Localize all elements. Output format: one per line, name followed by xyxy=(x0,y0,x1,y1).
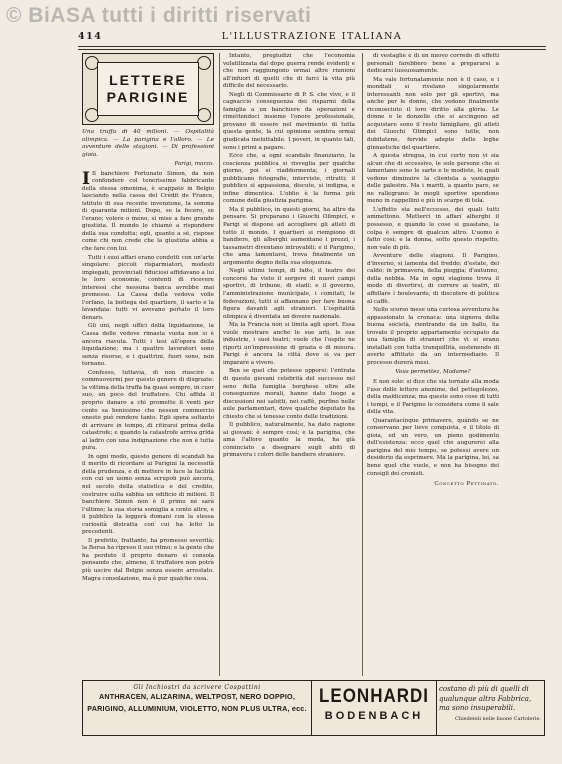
banner-title-line-2: PARIGINE xyxy=(106,89,190,105)
ad-fine-print: Chiedeteli nelle buone Cartolerie. xyxy=(455,715,541,722)
drop-cap: I xyxy=(82,168,90,189)
column-banner xyxy=(82,53,214,125)
article-paragraph: Ecco che, a ogni scandalo finanziario, la coscienza pubblica si risveglia per qualche giorno, poi si riaddormenta; i giornali pubblicano fotografie, interviste, ritratti; il pubblico si appassiona, discute, si indigna, e infine dimentica. L'oblio è la forma più comune della giustizia parigina. xyxy=(223,153,355,205)
section-subhead: Vous permettez, Madame? xyxy=(395,369,471,376)
knot-ornament-icon xyxy=(197,108,211,122)
article-paragraph: A questa stregua, in cui certo non vi sia alcun che di eccessivo, le sole persone che si lamentano sono le sarte e le modiste, le quali vedono diminuire la clientela a vantaggio delle palestre. Ma i mariti, a quanto pare, se ne rallegrano: le mogli sportive spendono meno in cappellini e più in scarpe di tela. xyxy=(367,153,499,205)
article-paragraph: In ogni modo, questo genere di scandali ha il merito di ricordare ai Parigini la necessità della prudenza, e di mettere in luce la facilità con cui un uomo senza scrupoli può ancora, nel secolo della statistica e del credito, costruire sulla sabbia un edificio di milioni. Il banchiere Simon non è il primo né sarà l'ultimo; la sua storia somiglia a cento altre, e il pubblico la leggerà domani con la stessa curiosità distratta con cui ha letto le precedenti. xyxy=(82,453,214,536)
journal-title: L'ILLUSTRAZIONE ITALIANA xyxy=(221,31,403,42)
article-paragraph: di vestaglie e di un nuovo corredo di effetti personali farebbero bene a prepararsi a dedicarsi lussuosamente. xyxy=(367,53,499,75)
ad-tagline: costano di più di quelli di qualunque altra Fabbrica, ma sono insuperabili. xyxy=(439,685,532,712)
dateline: Parigi, marzo. xyxy=(174,161,214,167)
article-paragraph: L'effetto sta nell'eccesso, dei quali tutti ammettono. Metterci in affari alberghi il possesso, e quando le cose si guastano, la colpa è sempre di qualcun altro. L'uomo è fatto così; e la donna, sotto questo rispetto, non vale di più. xyxy=(367,206,499,251)
banner-frame xyxy=(97,62,199,116)
author-signature: Concetto Pettinato. xyxy=(434,481,499,488)
paragraph-text: Il banchiere Fortunato Simon, da non confondere col tenerissimo fabbricante della stessa omonima, è scappato in Belgio lasciando nella cassa del Crédit de France, istituto di sua recente invenzione, la somma di quaranta milioni. Dopo, se la fecero, se l'erano; volere o meno, si mise a fare grande giustizia. Il mondo lo chiamò a rispondere della sua condotta; egli, quanto a sé, rispose come chi non crede che la giustizia abbia a che fare con lui. xyxy=(82,170,214,253)
ad-product-line: PARIGINO, ALLUMINIUM, VIOLETTO, NON PLUS ULTRA, ecc. xyxy=(87,704,307,713)
article-column-2 xyxy=(223,53,355,676)
advertisement xyxy=(82,680,545,736)
header-rule xyxy=(78,46,546,47)
column-separator xyxy=(362,53,363,676)
watermark: © BiASA tutti i diritti riservati xyxy=(6,4,312,27)
article-paragraph: Ben se quel che potesse opporsi: l'entrata di queste giovani celebrità del successo nel seno della famiglia borghese oltre alle conseguenze morali, hanno dato luogo a discussioni nei salotti, nei caffè, perfino nelle aule parlamentari, dove qualche deputato ha chiesto che si tenesse conto delle tradizioni. xyxy=(223,368,355,420)
article-column-3 xyxy=(367,53,499,676)
article-paragraph: Nello scorso mese una curiosa avventura ha appassionato la cronaca: una signora della buona società, rientrando da un ballo, ha trovato il proprio appartamento occupato da una famiglia di stranieri che vi si erano installati con tutta tranquillità, sostenendo di averlo affittato da un intermediario. Il processo durerà mesi. xyxy=(367,307,499,366)
article-paragraph: Gli uni, negli uffici della liquidazione, la Cassa delle vedove rimasta vuota non si è ancora riavuta. Tutti i tesi all'opera della liquidazione; ma i quattro lavoratori sono senza risorse, e i quattrini, fuori sono, non tornano. xyxy=(82,323,214,368)
banner-title-line-1: LETTERE xyxy=(109,72,187,88)
article-column-1 xyxy=(82,53,214,676)
knot-ornament-icon xyxy=(197,56,211,70)
column-separator xyxy=(219,53,220,676)
article-abstract: Una truffa di 40 milioni. — Ospitalità olimpica. — La parigina e l'alloro. — Le avventure delle stagioni. — Di professioni gioia. xyxy=(82,129,214,158)
article-paragraph: Il prefetto, frattanto, ha promesso severità; la Borsa ha ripreso il suo ritmo; e la gente che ha perduto il proprio denaro si consola pensando che, almeno, il truffatore non potrà più uscire dal Belgio senza essere arrestato. Magra consolazione, ma è pur qualche cosa. xyxy=(82,537,214,582)
article-paragraph: Il pubblico, naturalmente, ha dato ragione ai giovani: è sempre così; e la parigina, che ama l'alloro quanto la moda, ha già cominciato a disegnare sugli abiti di primavera i colori delle bandiere straniere. xyxy=(223,422,355,459)
page-number: 414 xyxy=(78,31,103,42)
ad-tagline-block xyxy=(439,685,541,724)
article-paragraph: Negli di Commissario di P. S. che vive, e il cagnaccio conseguenza dei risparmi della famiglia a un banchiere da operazioni e rimettendoci insieme l'onore professionale, provano di essere nel movimento di tutta questa gente, la cui opinione sembra ormai giudicata ineluttabile. I poveri, in quanto tali, sono i primi a pagare. xyxy=(223,91,355,151)
article-paragraph: Ma vale fortunatamente non è il caso, e i mondiali si rivelano singolarmente interessanti non solo per gli sportivi, ma anche per le donne, che vedono finalmente riconosciuto il loro diritto alla gloria. Le donne e le donzelle che si accingono ad acquistare sono il resto famigliare, gli atleti dei Giuochi Olimpici sono tutte, non dubitatene, fervide adepte delle leghe ginnastiche del quartiere. xyxy=(367,76,499,151)
article-paragraph: Quarantacinque primavere, quando se ne conservano per lieve conquista, e il titolo di gioia, ed un vero, un pieno godimento dell'esistenza: ecco quel che augurerei alla parigina del mio tempo, se potessi avere un desiderio da esprimere. Ma la parigina, lei, sa bene quel che vuole, e non ha bisogno dei consigli dei cronisti. xyxy=(367,417,499,477)
article-paragraph: Tutti i suoi affari erano condotti con un'arte singolare: piccoli risparmiatori, modesti impiegati, provinciali fiduciosi affidavano a lui le loro economie, contenti di ricevere interessi che nessuna banca avrebbe mai promesso. La Cassa della vedova volle l'orfano, la bottega del quartiere, il sarto e la lavandaia: tutti vi avevano portato il loro denaro. xyxy=(82,254,214,321)
ad-brand: LEONHARDI xyxy=(318,684,430,707)
ad-place: BODENBACH xyxy=(324,710,424,722)
article-paragraph: Negli ultimi tempi, di fatto, il teatro dei concorsi ha visto il sorgere di nuovi campi sportivi, di tribune, di stadi; e il governo, l'amministrazione municipale, i comitati, le federazioni, tutti si affannano per fare buona figura davanti agli stranieri. L'ospitalità olimpica è diventata un dovere nazionale. xyxy=(223,268,355,320)
article-paragraph: Ma il pubblico, in questi giorni, ha altro da pensare. Si preparano i Giuochi Olimpici, e Parigi si dispone ad accogliere gli atleti di tutto il mondo. I quartieri si riempiono di bandiere, gli alberghi aumentano i prezzi, i tassametri diventano introvabili; e il Parigino, che ama lamentarsi, trova finalmente un argomento degno della sua eloquenza. xyxy=(223,206,355,266)
ad-brand-block xyxy=(312,681,437,735)
article-paragraph: Ma la Francia non si limita agli sport. Essa vuole mostrare anche le sue arti, le sue industrie, i suoi teatri; vuole che l'ospite ne riporti un'impressione di grazia e di misura. Parigi è ancora la città dove si va per imparare a vivere. xyxy=(223,322,355,366)
article-paragraph: E non solo: si dice che sia tornato alla moda l'uso delle lettere anonime, del pettegolezzo, della maldicenza; ma queste sono cose di tutti i tempi, e il Parigino le considera come il sale della vita. xyxy=(367,378,499,416)
header-rule-double xyxy=(78,49,546,50)
ad-intro: Gli Inchiostri da scrivere Cospattini xyxy=(133,684,261,691)
ad-product-list xyxy=(83,681,312,735)
article-paragraph: Intanto, pregiudizi che l'economia volatilizzata dal dopo guerra rende evidenti e che non raggiungono ormai altre riunioni all'infuori di quelli che di farci la vita più difficile del necessario. xyxy=(223,53,355,90)
ad-product-line: ANTHRACEN, ALIZARINA, WELTPOST, NERO DOPPIO, xyxy=(98,692,296,701)
article-paragraph: Avventure delle stagioni. Il Parigino, d'inverno, si lamenta del freddo; d'estate, del caldo; in primavera, della pioggia; d'autunno, della nebbia. Ma in ogni stagione trova il modo di divertirsi, di correre ai teatri, di affollare i boulevards, di discutere di politica al caffè. xyxy=(367,253,499,305)
page-header xyxy=(78,31,546,45)
article-paragraph: Confesso, tuttavia, di non riuscire a commuovermi per questo genere di disgrazie: la vittima della truffa ha quasi sempre, in cuor suo, un poco del truffatore. Chi affida il proprio danaro a chi promette il venti per cento sa benissimo che nessun commercio onesto può rendere tanto. Egli spera soltanto di arrivare in tempo, di ritirarsi prima della catastrofe; e quando la catastrofe arriva grida al ladro con una indignazione che non è tutta pura. xyxy=(82,369,214,452)
article-paragraph xyxy=(82,168,214,254)
